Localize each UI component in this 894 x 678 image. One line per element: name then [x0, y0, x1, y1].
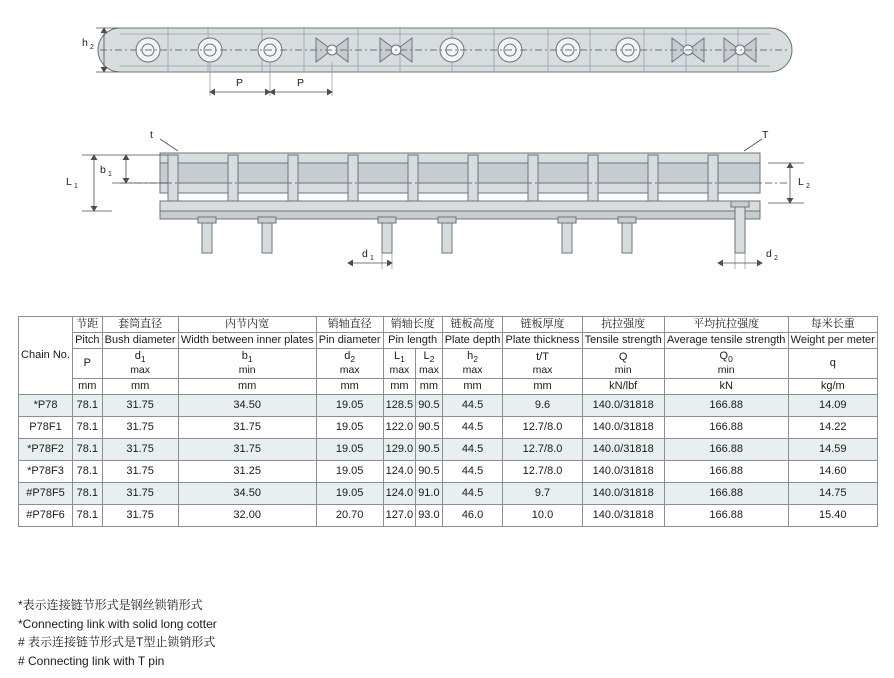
header-en-pin-diameter: Pin diameter — [316, 332, 383, 348]
unit-width-inner-plates: mm — [178, 379, 316, 395]
cell-value: 140.0/31818 — [582, 461, 664, 483]
unit-bush-diameter: mm — [102, 379, 178, 395]
cell-value: 127.0 — [383, 505, 416, 527]
header-cn-pitch: 节距 — [73, 317, 103, 333]
cell-value: 166.88 — [664, 505, 788, 527]
cell-value: 20.70 — [316, 505, 383, 527]
symbol-pin-length-l2: $L_2$ max — [416, 348, 442, 378]
cell-value: 129.0 — [383, 439, 416, 461]
header-row-symbols — [19, 348, 878, 378]
symbol-pitch: P — [73, 348, 103, 378]
cell-value: 10.0 — [503, 505, 582, 527]
cell-value: 14.59 — [788, 439, 877, 461]
cell-value: 12.7/8.0 — [503, 461, 582, 483]
cell-value: 78.1 — [73, 439, 103, 461]
chain-top-view — [0, 0, 894, 120]
header-en-pitch: Pitch — [73, 332, 103, 348]
unit-plate-depth: mm — [442, 379, 503, 395]
header-cn-bush-diameter: 套筒直径 — [102, 317, 178, 333]
unit-pitch: mm — [73, 379, 103, 395]
cell-chain-no: P78F1 — [19, 417, 73, 439]
svg-text:1: 1 — [74, 183, 78, 190]
cell-value: 12.7/8.0 — [503, 417, 582, 439]
cell-value: 166.88 — [664, 439, 788, 461]
header-cn-plate-depth: 链板高度 — [442, 317, 503, 333]
header-en-pin-length: Pin length — [383, 332, 442, 348]
symbol-pin-diameter: $d_2$ max — [316, 348, 383, 378]
cell-value: 31.75 — [102, 483, 178, 505]
cell-value: 78.1 — [73, 505, 103, 527]
cell-value: 14.75 — [788, 483, 877, 505]
symbol-average-tensile-strength: $Q_0$ min — [664, 348, 788, 378]
header-en-bush-diameter: Bush diameter — [102, 332, 178, 348]
cell-value: 46.0 — [442, 505, 503, 527]
cell-value: 44.5 — [442, 483, 503, 505]
header-row-english — [19, 332, 878, 348]
cell-value: 19.05 — [316, 395, 383, 417]
unit-plate-thickness: mm — [503, 379, 582, 395]
symbol-tensile-strength: Q min — [582, 348, 664, 378]
cell-chain-no: #P78F6 — [19, 505, 73, 527]
footnote-4: # Connecting link with T pin — [18, 653, 165, 668]
cell-value: 140.0/31818 — [582, 505, 664, 527]
cell-chain-no: *P78F3 — [19, 461, 73, 483]
cell-value: 31.75 — [102, 505, 178, 527]
cell-value: 31.75 — [102, 395, 178, 417]
cell-value: 31.75 — [178, 439, 316, 461]
table-row — [19, 461, 878, 483]
cell-value: 31.75 — [102, 439, 178, 461]
cell-value: 78.1 — [73, 395, 103, 417]
header-cn-pin-length: 销轴长度 — [383, 317, 442, 333]
cell-value: 15.40 — [788, 505, 877, 527]
cell-value: 166.88 — [664, 483, 788, 505]
header-cn-width-inner-plates: 内节内宽 — [178, 317, 316, 333]
cell-value: 166.88 — [664, 395, 788, 417]
svg-text:1: 1 — [108, 171, 112, 178]
cell-chain-no: #P78F5 — [19, 483, 73, 505]
unit-pin-length-l1: mm — [383, 379, 416, 395]
header-en-weight-per-meter: Weight per meter — [788, 332, 877, 348]
unit-pin-length-l2: mm — [416, 379, 442, 395]
cell-value: 19.05 — [316, 417, 383, 439]
dim-label-d1: d — [362, 248, 368, 260]
chain-side-view — [0, 125, 894, 300]
unit-tensile-strength: kN/lbf — [582, 379, 664, 395]
cell-value: 19.05 — [316, 439, 383, 461]
cell-value: 9.6 — [503, 395, 582, 417]
cell-chain-no: *P78F2 — [19, 439, 73, 461]
cell-value: 140.0/31818 — [582, 483, 664, 505]
dim-label-t: t — [150, 129, 153, 141]
header-cn-weight-per-meter: 每米长重 — [788, 317, 877, 333]
cell-value: 90.5 — [416, 461, 442, 483]
cell-value: 90.5 — [416, 395, 442, 417]
symbol-plate-depth: $h_2$ max — [442, 348, 503, 378]
cell-value: 31.25 — [178, 461, 316, 483]
cell-value: 90.5 — [416, 439, 442, 461]
cell-value: 124.0 — [383, 461, 416, 483]
table-head — [19, 317, 878, 395]
symbol-pin-length-l1: $L_1$ max — [383, 348, 416, 378]
footnote-3: # 表示连接链节形式是T型止锁销形式 — [18, 635, 216, 650]
svg-text:2: 2 — [806, 183, 810, 190]
table-row — [19, 395, 878, 417]
table-row — [19, 417, 878, 439]
cell-value: 44.5 — [442, 461, 503, 483]
header-row-chinese — [19, 317, 878, 333]
cell-value: 19.05 — [316, 483, 383, 505]
cell-value: 14.22 — [788, 417, 877, 439]
cell-value: 78.1 — [73, 483, 103, 505]
footnote-2: *Connecting link with solid long cotter — [18, 616, 217, 631]
cell-value: 31.75 — [102, 461, 178, 483]
cell-value: 122.0 — [383, 417, 416, 439]
header-en-tensile-strength: Tensile strength — [582, 332, 664, 348]
svg-text:2: 2 — [90, 44, 94, 51]
cell-value: 124.0 — [383, 483, 416, 505]
header-cn-pin-diameter: 销轴直径 — [316, 317, 383, 333]
dim-label-h2: h — [82, 37, 88, 49]
cell-value: 128.5 — [383, 395, 416, 417]
cell-value: 166.88 — [664, 461, 788, 483]
cell-value: 31.75 — [102, 417, 178, 439]
cell-value: 14.09 — [788, 395, 877, 417]
header-en-plate-thickness: Plate thickness — [503, 332, 582, 348]
cell-value: 9.7 — [503, 483, 582, 505]
table-row — [19, 483, 878, 505]
cell-value: 32.00 — [178, 505, 316, 527]
cell-value: 31.75 — [178, 417, 316, 439]
dim-label-p-1: P — [236, 77, 244, 89]
symbol-weight-per-meter: q — [788, 348, 877, 378]
table-body — [19, 395, 878, 527]
dim-label-L1: L — [66, 176, 72, 188]
symbol-plate-thickness: t/T max — [503, 348, 582, 378]
symbol-width-inner-plates: $b_1$ min — [178, 348, 316, 378]
dim-label-T-cap: T — [762, 129, 769, 141]
footnote-1: *表示连接链节形式是钢丝锁销形式 — [18, 598, 203, 612]
cell-value: 19.05 — [316, 461, 383, 483]
header-row-units — [19, 379, 878, 395]
dim-label-b1: b — [100, 164, 106, 176]
header-en-width-inner-plates: Width between inner plates — [178, 332, 316, 348]
specification-table — [18, 316, 878, 527]
cell-value: 44.5 — [442, 439, 503, 461]
table-row — [19, 505, 878, 527]
cell-value: 78.1 — [73, 417, 103, 439]
cell-value: 140.0/31818 — [582, 417, 664, 439]
cell-value: 12.7/8.0 — [503, 439, 582, 461]
cell-value: 90.5 — [416, 417, 442, 439]
header-en-plate-depth: Plate depth — [442, 332, 503, 348]
svg-text:1: 1 — [370, 255, 374, 262]
header-en-average-tensile-strength: Average tensile strength — [664, 332, 788, 348]
unit-pin-diameter: mm — [316, 379, 383, 395]
cell-value: 91.0 — [416, 483, 442, 505]
cell-value: 34.50 — [178, 483, 316, 505]
cell-value: 140.0/31818 — [582, 395, 664, 417]
dim-label-L2: L — [798, 176, 804, 188]
cell-value: 34.50 — [178, 395, 316, 417]
dim-label-d2: d — [766, 248, 772, 260]
table-row — [19, 439, 878, 461]
svg-text:2: 2 — [774, 255, 778, 262]
cell-value: 44.5 — [442, 395, 503, 417]
header-chain-no: Chain No. — [19, 317, 73, 395]
cell-value: 14.60 — [788, 461, 877, 483]
cell-value: 140.0/31818 — [582, 439, 664, 461]
dim-label-p-2: P — [297, 77, 305, 89]
cell-chain-no: *P78 — [19, 395, 73, 417]
unit-weight-per-meter: kg/m — [788, 379, 877, 395]
header-cn-plate-thickness: 链板厚度 — [503, 317, 582, 333]
unit-average-tensile-strength: kN — [664, 379, 788, 395]
symbol-bush-diameter: $d_1$ max — [102, 348, 178, 378]
footnotes — [18, 596, 638, 670]
header-cn-tensile-strength: 抗拉强度 — [582, 317, 664, 333]
cell-value: 166.88 — [664, 417, 788, 439]
cell-value: 78.1 — [73, 461, 103, 483]
header-cn-average-tensile-strength: 平均抗拉强度 — [664, 317, 788, 333]
cell-value: 44.5 — [442, 417, 503, 439]
cell-value: 93.0 — [416, 505, 442, 527]
